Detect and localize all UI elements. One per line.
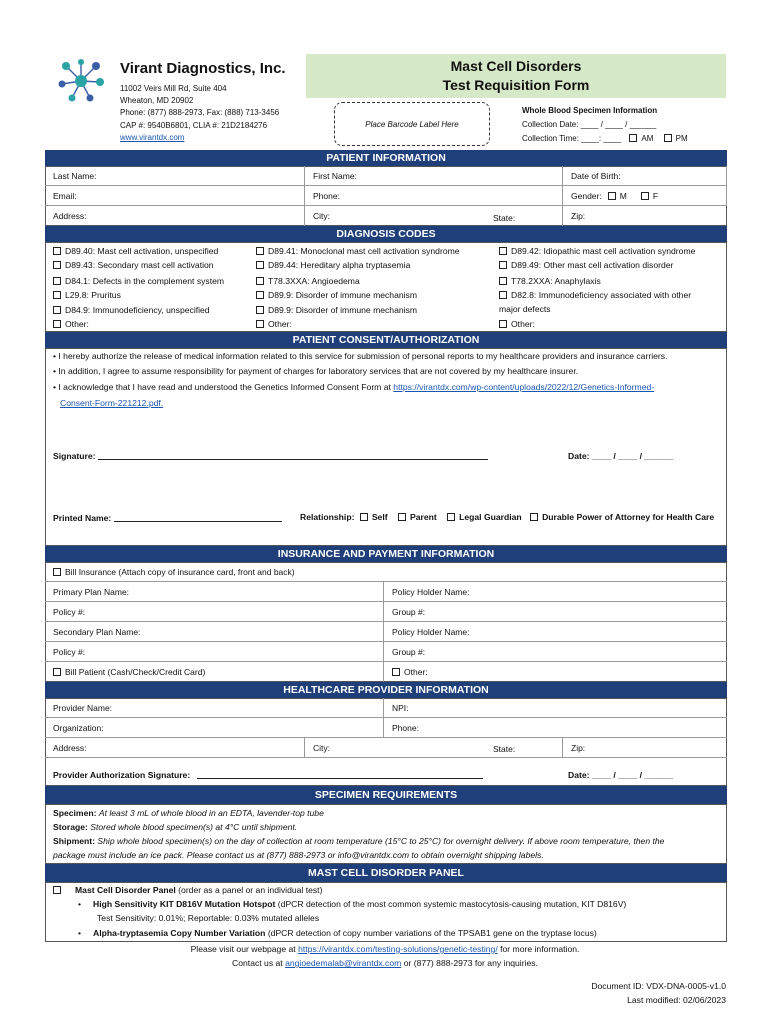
policy-2-label: Policy #: (53, 646, 86, 657)
dx-label: L29.8: Pruritus (65, 290, 121, 300)
dx-col1-item[interactable] (53, 276, 224, 286)
bill-insurance-option[interactable] (45, 562, 727, 582)
signature-label: Signature: (53, 451, 96, 461)
form-title-line2: Test Requisition Form (442, 77, 590, 93)
form-title-box (306, 54, 726, 98)
city-field[interactable] (305, 206, 485, 226)
dx-label: Other: (65, 319, 89, 329)
panel-item-2 (78, 928, 597, 938)
gender-f-label: F (652, 190, 659, 201)
panel-title-note: (order as a panel or an individual test) (178, 885, 323, 895)
provider-zip-label: Zip: (571, 742, 586, 753)
secondary-plan-label: Secondary Plan Name: (53, 626, 141, 637)
company-website-link[interactable]: www.virantdx.com (120, 133, 185, 142)
consent-text: I acknowledge that I have read and understood the Genetics Informed Consent Form at (58, 382, 391, 392)
dx-col1-item[interactable] (53, 260, 214, 270)
consent-bullet-2 (53, 366, 578, 376)
specimen-requirement (53, 808, 324, 818)
checkbox[interactable] (53, 277, 61, 285)
last-name-label: Last Name: (53, 170, 97, 181)
dx-label: D89.9: Disorder of immune mechanism (268, 290, 418, 300)
consent-header: PATIENT CONSENT/AUTHORIZATION (45, 332, 727, 348)
gender-label: Gender: (571, 190, 602, 201)
state-label: State: (493, 213, 516, 223)
consent-bullet-1 (53, 351, 667, 361)
bill-patient-label: Bill Patient (Cash/Check/Credit Card) (65, 667, 206, 677)
barcode-label: Place Barcode Label Here (365, 119, 459, 129)
footer-visit (0, 944, 770, 954)
zip-field[interactable] (563, 206, 727, 226)
address-field[interactable] (45, 206, 305, 226)
checkbox[interactable] (53, 247, 61, 255)
shipment-text: Ship whole blood specimen(s) on the day of collection at room temperature (15°C to 25°C) for overnight delivery. If above room temperature, then the (97, 836, 665, 846)
gender-f-checkbox[interactable] (641, 192, 649, 200)
diagnosis-header: DIAGNOSIS CODES (45, 226, 727, 242)
contact-email-link[interactable]: angioedemalab@virantdx.com (285, 958, 402, 968)
barcode-placeholder (334, 102, 490, 146)
secondary-plan-field[interactable] (45, 622, 384, 642)
last-modified: Last modified: 02/06/2023 (627, 995, 726, 1005)
patient-info-header: PATIENT INFORMATION (45, 150, 727, 166)
storage-label: Storage: (53, 822, 88, 832)
checkbox[interactable] (256, 291, 264, 299)
first-name-label: First Name: (313, 170, 357, 181)
pm-checkbox[interactable] (664, 134, 672, 142)
bill-patient-checkbox[interactable] (53, 668, 61, 676)
state-field[interactable] (485, 206, 563, 226)
checkbox[interactable] (256, 306, 264, 314)
primary-plan-field[interactable] (45, 582, 384, 602)
policy-holder-1-field[interactable] (384, 582, 727, 602)
company-address-1: 11002 Veirs Mill Rd, Suite 404 (120, 84, 227, 93)
document-id: Document ID: VDX-DNA-0005-v1.0 (591, 981, 726, 991)
provider-auth-label: Provider Authorization Signature: (53, 770, 191, 780)
provider-state-field[interactable] (485, 738, 563, 758)
consent-text: In addition, I agree to assume responsibility for payment of charges for laboratory services that are not covered by my healthcare insurer. (58, 366, 579, 376)
provider-signature-line[interactable] (197, 771, 483, 779)
dx-label: T78.3XXA: Angioedema (268, 276, 360, 286)
shipment-requirement-cont (53, 850, 544, 860)
guardian-label: Legal Guardian (459, 512, 522, 522)
checkbox[interactable] (53, 306, 61, 314)
checkbox[interactable] (256, 320, 264, 328)
checkbox[interactable] (499, 261, 507, 269)
consent-form-link-cont[interactable]: Consent-Form-221212.pdf. (60, 398, 164, 408)
dx-col1-item[interactable] (53, 305, 210, 315)
dx-label: D84.1: Defects in the complement system (65, 276, 225, 286)
provider-address-field[interactable] (45, 738, 305, 758)
dx-label: D89.9: Disorder of immune mechanism (268, 305, 418, 315)
last-name-field[interactable] (45, 166, 305, 186)
dob-field[interactable] (563, 166, 727, 186)
storage-text: Stored whole blood specimen(s) at 4°C until shipment. (90, 822, 298, 832)
printed-name[interactable] (53, 513, 282, 523)
dx-col2-item[interactable] (256, 290, 417, 300)
npi-label: NPI: (392, 702, 409, 713)
provider-state-label: State: (493, 744, 516, 754)
primary-plan-label: Primary Plan Name: (53, 586, 130, 597)
dx-col2-item[interactable] (256, 276, 360, 286)
dob-label: Date of Birth: (571, 170, 621, 181)
dx-label: D89.40: Mast cell activation, unspecified (65, 246, 219, 256)
footer-contact-end: or (877) 888-2973 for any inquiries. (403, 958, 538, 968)
relationship-label: Relationship: (300, 512, 355, 522)
shipment-text-cont: package must include an ice pack. Please contact us at (877) 888-2973 or info@virantdx.com to obtain overnight shipping labels. (53, 850, 544, 860)
dx-label: D89.44: Hereditary alpha tryptasemia (268, 260, 411, 270)
other-payment-label: Other: (404, 667, 428, 677)
dx-label: Other: (268, 319, 292, 329)
policy-1-label: Policy #: (53, 606, 86, 617)
bullet-icon: • (53, 382, 59, 392)
dx-label: T78.2XXA: Anaphylaxis (511, 276, 601, 286)
checkbox[interactable] (256, 261, 264, 269)
parent-checkbox[interactable] (398, 513, 406, 521)
checkbox[interactable] (499, 320, 507, 328)
testing-solutions-link[interactable]: https://virantdx.com/testing-solutions/genetic-testing/ (298, 944, 498, 954)
bill-insurance-label: Bill Insurance (Attach copy of insurance card, front and back) (65, 566, 295, 577)
insurance-header: INSURANCE AND PAYMENT INFORMATION (45, 546, 727, 562)
provider-zip-field[interactable] (563, 738, 727, 758)
footer-visit-end: for more information. (500, 944, 580, 954)
self-checkbox[interactable] (360, 513, 368, 521)
gender-field (563, 186, 727, 206)
email-field[interactable] (45, 186, 305, 206)
company-name: Virant Diagnostics, Inc. (120, 60, 286, 77)
collection-time-label: Collection Time: ____: ____ (522, 134, 622, 143)
provider-phone-field[interactable] (384, 718, 727, 738)
dx-col2-item[interactable] (256, 305, 417, 315)
gender-m-checkbox[interactable] (608, 192, 616, 200)
address-label: Address: (53, 211, 87, 221)
company-phone: Phone: (877) 888-2973, Fax: (888) 713-3456 (120, 108, 280, 117)
city-label: City: (313, 211, 330, 221)
printed-name-label: Printed Name: (53, 513, 112, 523)
email-label: Email: (53, 190, 77, 201)
checkbox[interactable] (256, 247, 264, 255)
checkbox[interactable] (499, 277, 507, 285)
company-logo (52, 56, 110, 106)
policy-holder-1-label: Policy Holder Name: (392, 586, 470, 597)
provider-city-label: City: (313, 742, 330, 753)
provider-name-label: Provider Name: (53, 702, 113, 713)
dx-label: D89.42: Idiopathic mast cell activation syndrome (511, 246, 696, 256)
consent-form-link[interactable]: https://virantdx.com/wp-content/uploads/2022/12/Genetics-Informed- (393, 382, 655, 392)
provider-date[interactable]: Date: ____ / ____ / ______ (568, 770, 674, 780)
policy-1-field[interactable] (45, 602, 384, 622)
dx-col3-item[interactable] (499, 260, 673, 270)
bullet-icon: • (53, 351, 59, 361)
bullet-icon: • (78, 928, 82, 938)
footer-visit-text: Please visit our webpage at (190, 944, 296, 954)
provider-address-label: Address: (53, 742, 87, 753)
group-1-label: Group #: (392, 606, 426, 617)
consent-date[interactable]: Date: ____ / ____ / ______ (568, 451, 674, 461)
panel-checkbox[interactable] (53, 886, 61, 894)
panel-item-1-text: (dPCR detection of the most common systemic mastocytosis-causing mutation, KIT D816V) (277, 899, 627, 909)
bill-insurance-checkbox[interactable] (53, 568, 61, 576)
bullet-icon: • (53, 366, 59, 376)
checkbox[interactable] (53, 261, 61, 269)
checkbox[interactable] (256, 277, 264, 285)
dx-col1-item[interactable] (53, 246, 218, 256)
bullet-icon: • (78, 899, 82, 909)
signature-line[interactable] (98, 452, 488, 460)
footer-contact-text: Contact us at (232, 958, 283, 968)
relationship (300, 512, 714, 522)
checkbox[interactable] (499, 291, 507, 299)
shipment-label: Shipment: (53, 836, 96, 846)
npi-field[interactable] (384, 698, 727, 718)
shipment-requirement (53, 836, 664, 846)
dx-col3-item[interactable] (499, 276, 601, 286)
provider-city-field[interactable] (305, 738, 485, 758)
dx-col2-item[interactable] (256, 246, 460, 256)
collection-date: Collection Date: ____ / ____ / ______ (522, 120, 657, 129)
dx-col3-item[interactable] (499, 246, 695, 256)
dx-label: D89.49: Other mast cell activation disorder (511, 260, 674, 270)
other-payment-checkbox[interactable] (392, 668, 400, 676)
provider-phone-label: Phone: (392, 722, 419, 733)
collection-time (522, 134, 688, 143)
poa-checkbox[interactable] (530, 513, 538, 521)
dx-label: Other: (511, 319, 535, 329)
specimen-info-title: Whole Blood Specimen Information (522, 106, 658, 115)
am-label: AM (641, 134, 654, 143)
policy-holder-2-label: Policy Holder Name: (392, 626, 470, 637)
panel-item-1 (78, 899, 626, 909)
dx-col1-other[interactable] (53, 319, 89, 329)
panel-item-1-sensitivity: Test Sensitivity: 0.01%; Reportable: 0.03% mutated alleles (97, 913, 320, 923)
specimen-label: Specimen: (53, 808, 97, 818)
footer-contact (0, 958, 770, 968)
checkbox[interactable] (53, 320, 61, 328)
requirements-header: SPECIMEN REQUIREMENTS (45, 786, 727, 804)
gender-m-label: M (619, 190, 627, 201)
guardian-checkbox[interactable] (447, 513, 455, 521)
panel-item-2-text: (dPCR detection of copy number variations of the TPSAB1 gene on the tryptase locus) (267, 928, 597, 938)
group-1-field[interactable] (384, 602, 727, 622)
other-payment-option[interactable] (384, 662, 727, 682)
group-2-field[interactable] (384, 642, 727, 662)
first-name-field[interactable] (305, 166, 563, 186)
dx-col3-other[interactable] (499, 319, 535, 329)
group-2-label: Group #: (392, 646, 426, 657)
phone-label: Phone: (313, 190, 340, 201)
panel-title: Mast Cell Disorder Panel (75, 885, 176, 895)
form-title-line1: Mast Cell Disorders (450, 58, 582, 74)
panel-item-2-title: Alpha-tryptasemia Copy Number Variation (93, 928, 266, 938)
dx-col2-other[interactable] (256, 319, 292, 329)
zip-label: Zip: (571, 211, 586, 221)
checkbox[interactable] (53, 291, 61, 299)
parent-label: Parent (409, 512, 437, 522)
provider-auth-signature[interactable] (53, 770, 483, 780)
specimen-text: At least 3 mL of whole blood in an EDTA, lavender-top tube (98, 808, 324, 818)
panel-header: MAST CELL DISORDER PANEL (45, 864, 727, 882)
organization-field[interactable] (45, 718, 384, 738)
dx-col1-item[interactable] (53, 290, 121, 300)
self-label: Self (371, 512, 388, 522)
bill-patient-option[interactable] (45, 662, 384, 682)
organization-label: Organization: (53, 722, 104, 733)
consent-bullet-3 (53, 382, 654, 392)
pm-label: PM (675, 134, 688, 143)
policy-holder-2-field[interactable] (384, 622, 727, 642)
dx-label: D89.43: Secondary mast cell activation (65, 260, 214, 270)
panel-option[interactable] (53, 885, 322, 895)
printed-name-line[interactable] (114, 514, 282, 522)
provider-header: HEALTHCARE PROVIDER INFORMATION (45, 682, 727, 698)
dx-label: D89.41: Monoclonal mast cell activation syndrome (268, 246, 460, 256)
consent-text: I hereby authorize the release of medical information related to this service for submission of personal reports to my healthcare providers and insurance carriers. (58, 351, 668, 361)
storage-requirement (53, 822, 297, 832)
company-address-2: Wheaton, MD 20902 (120, 96, 194, 105)
dx-col2-item[interactable] (256, 260, 410, 270)
phone-field[interactable] (305, 186, 563, 206)
panel-item-1-title: High Sensitivity KIT D816V Mutation Hotspot (93, 899, 276, 909)
checkbox[interactable] (499, 247, 507, 255)
am-checkbox[interactable] (629, 134, 637, 142)
dx-col3-item[interactable] (499, 290, 691, 300)
poa-label: Durable Power of Attorney for Health Care (542, 512, 715, 522)
company-cap-clia: CAP #: 9540B6801, CLIA #: 21D2184276 (120, 121, 268, 130)
patient-signature[interactable] (53, 451, 488, 461)
policy-2-field[interactable] (45, 642, 384, 662)
provider-name-field[interactable] (45, 698, 384, 718)
molecule-logo-icon (52, 56, 110, 106)
dx-label: major defects (499, 304, 551, 314)
dx-col3-item-cont (499, 304, 551, 314)
dx-label: D82.8: Immunodeficiency associated with other (511, 290, 692, 300)
dx-label: D84.9: Immunodeficiency, unspecified (65, 305, 210, 315)
